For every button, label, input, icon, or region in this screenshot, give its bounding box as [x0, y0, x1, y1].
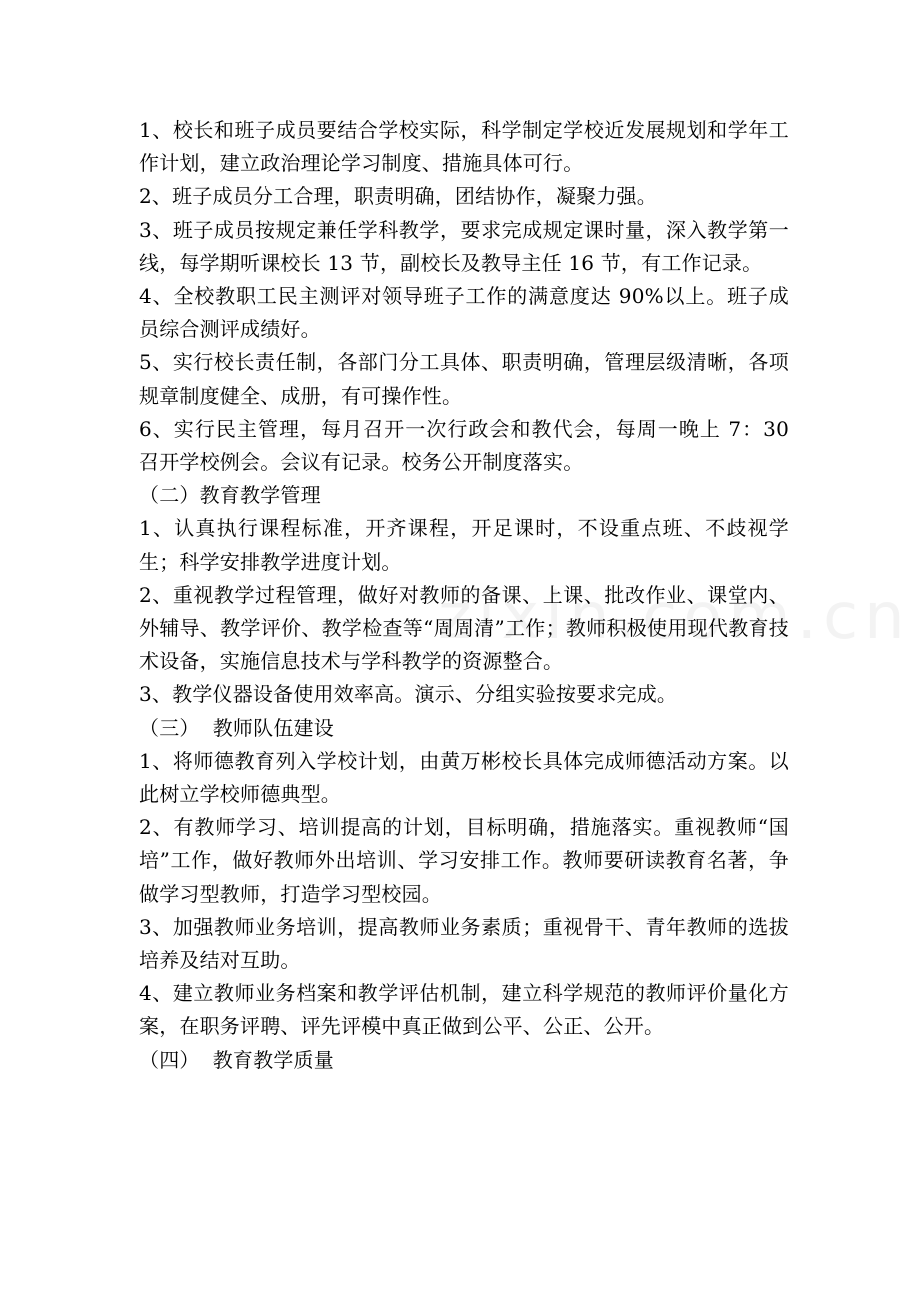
paragraph-3-3: 3、加强教师业务培训，提高教师业务素质；重视骨干、青年教师的选拔培养及结对互助。 — [139, 914, 789, 973]
section-heading-4: （四） 教育教学质量 — [139, 1047, 334, 1072]
paragraph-5: 5、实行校长责任制，各部门分工具体、职责明确，管理层级清晰，各项规章制度健全、成册，有可操作性。 — [139, 350, 789, 408]
section-heading-3: （三） 教师队伍建设 — [139, 715, 334, 740]
paragraph-3-1: 1、将师德教育列入学校计划，由黄万彬校长具体完成师德活动方案。以此树立学校师德典型。 — [139, 748, 789, 807]
paragraph-3-2: 2、有教师学习、培训提高的计划，目标明确，措施落实。重视教师“国培”工作，做好教师外出培训、学习安排工作。教师要研读教育名著，争做学习型教师，打造学习型校园。 — [139, 815, 789, 906]
paragraph-3-4: 4、建立教师业务档案和教学评估机制，建立科学规范的教师评价量化方案，在职务评聘、评先评模中真正做到公平、公正、公开。 — [139, 981, 789, 1039]
paragraph-6: 6、实行民主管理，每月召开一次行政会和教代会，每周一晚上 7：30 召开学校例会。会议有记录。校务公开制度落实。 — [139, 416, 789, 475]
paragraph-1: 1、校长和班子成员要结合学校实际，科学制定学校近发展规划和学年工作计划，建立政治理论学习制度、措施具体可行。 — [139, 118, 789, 176]
paragraph-2-1: 1、认真执行课程标准，开齐课程，开足课时，不设重点班、不歧视学生；科学安排教学进度计划。 — [139, 516, 789, 574]
paragraph-2-3: 3、教学仪器设备使用效率高。演示、分组实验按要求完成。 — [139, 682, 678, 707]
paragraph-4: 4、全校教职工民主测评对领导班子工作的满意度达 90%以上。班子成员综合测评成绩好。 — [139, 284, 789, 342]
paragraph-2: 2、班子成员分工合理，职责明确，团结协作，凝聚力强。 — [139, 184, 657, 209]
paragraph-3: 3、班子成员按规定兼任学科教学，要求完成规定课时量，深入教学第一线，每学期听课校长 13 节，副校长及教导主任 16 节，有工作记录。 — [139, 217, 789, 275]
paragraph-2-2: 2、重视教学过程管理，做好对教师的备课、上课、批改作业、课堂内、外辅导、教学评价、教学检查等“周周清”工作；教师积极使用现代教育技术设备，实施信息技术与学科教学的资源整合。 — [139, 582, 789, 674]
section-heading-2: （二）教育教学管理 — [139, 483, 321, 508]
document-body — [139, 114, 789, 1077]
